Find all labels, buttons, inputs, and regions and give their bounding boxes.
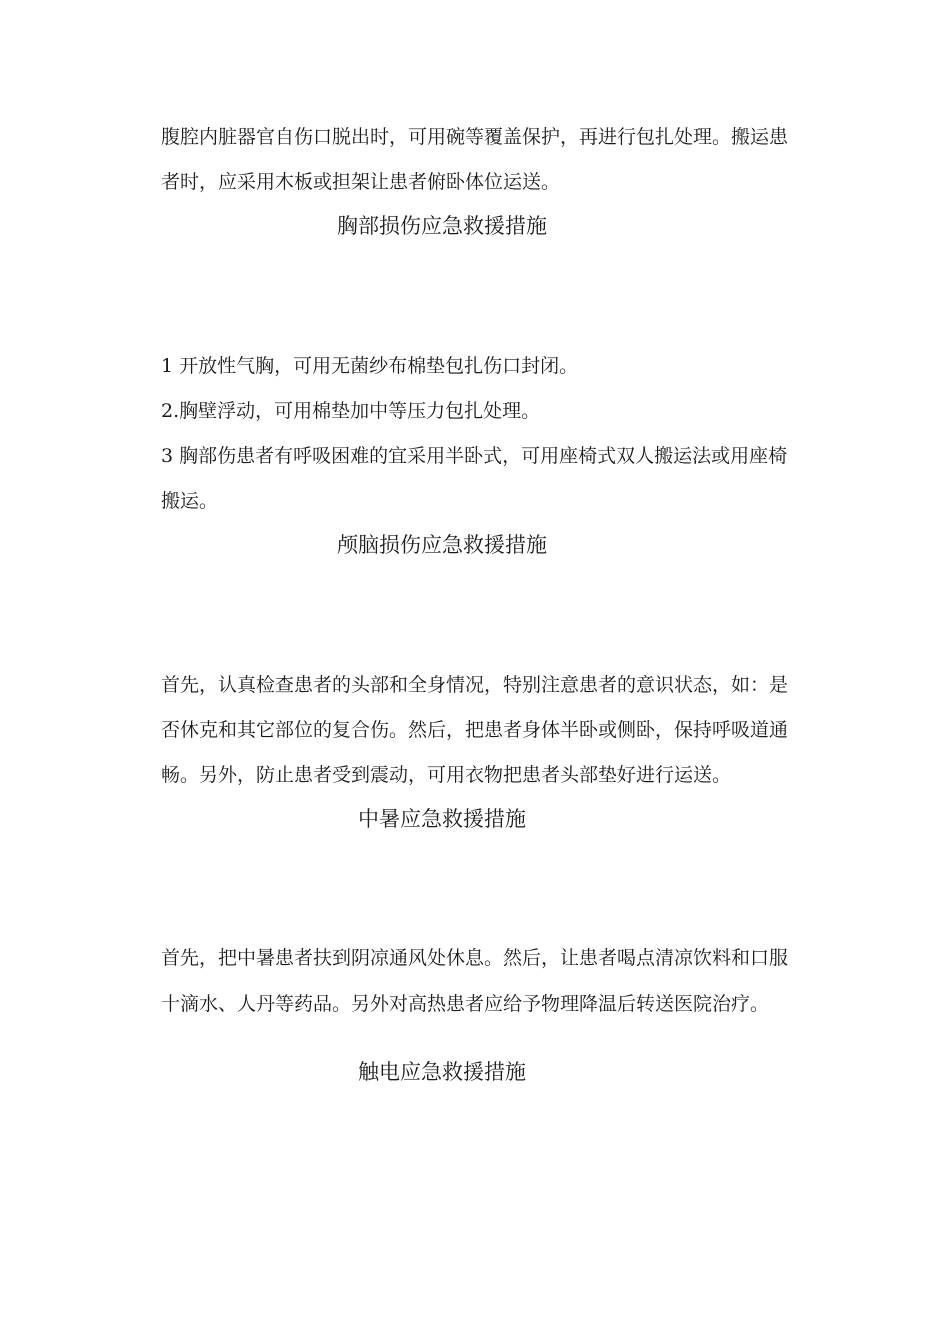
chest-item-3-line-2: 搬运。 <box>161 490 219 512</box>
abdominal-paragraph-line-1: 腹腔内脏器官自伤口脱出时，可用碗等覆盖保护，再进行包扎处理。搬运患 <box>161 126 789 148</box>
heatstroke-paragraph-line-1: 首先，把中暑患者扶到阴凉通风处休息。然后，让患者喝点清凉饮料和口服 <box>161 947 789 969</box>
electric-shock-heading: 触电应急救援措施 <box>358 1060 526 1084</box>
heatstroke-paragraph-line-2: 十滴水、人丹等药品。另外对高热患者应给予物理降温后转送医院治疗。 <box>161 993 770 1015</box>
head-paragraph-line-1: 首先，认真检查患者的头部和全身情况，特别注意患者的意识状态，如：是 <box>161 674 789 696</box>
chest-item-3-line-1: 3 胸部伤患者有呼吸困难的宜采用半卧式，可用座椅式双人搬运法或用座椅 <box>161 445 788 467</box>
chest-item-1: 1 开放性气胸，可用无菌纱布棉垫包扎伤口封闭。 <box>161 355 579 377</box>
chest-injury-heading: 胸部损伤应急救援措施 <box>337 214 547 238</box>
chest-item-2: 2.胸壁浮动，可用棉垫加中等压力包扎处理。 <box>161 400 541 422</box>
abdominal-paragraph-line-2: 者时，应采用木板或担架让患者俯卧体位运送。 <box>161 171 561 193</box>
head-paragraph-line-2: 否休克和其它部位的复合伤。然后，把患者身体半卧或侧卧，保持呼吸道通 <box>161 719 789 741</box>
heatstroke-heading: 中暑应急救援措施 <box>358 807 526 831</box>
head-injury-heading: 颅脑损伤应急救援措施 <box>337 533 547 557</box>
head-paragraph-line-3: 畅。另外，防止患者受到震动，可用衣物把患者头部垫好进行运送。 <box>161 764 732 786</box>
